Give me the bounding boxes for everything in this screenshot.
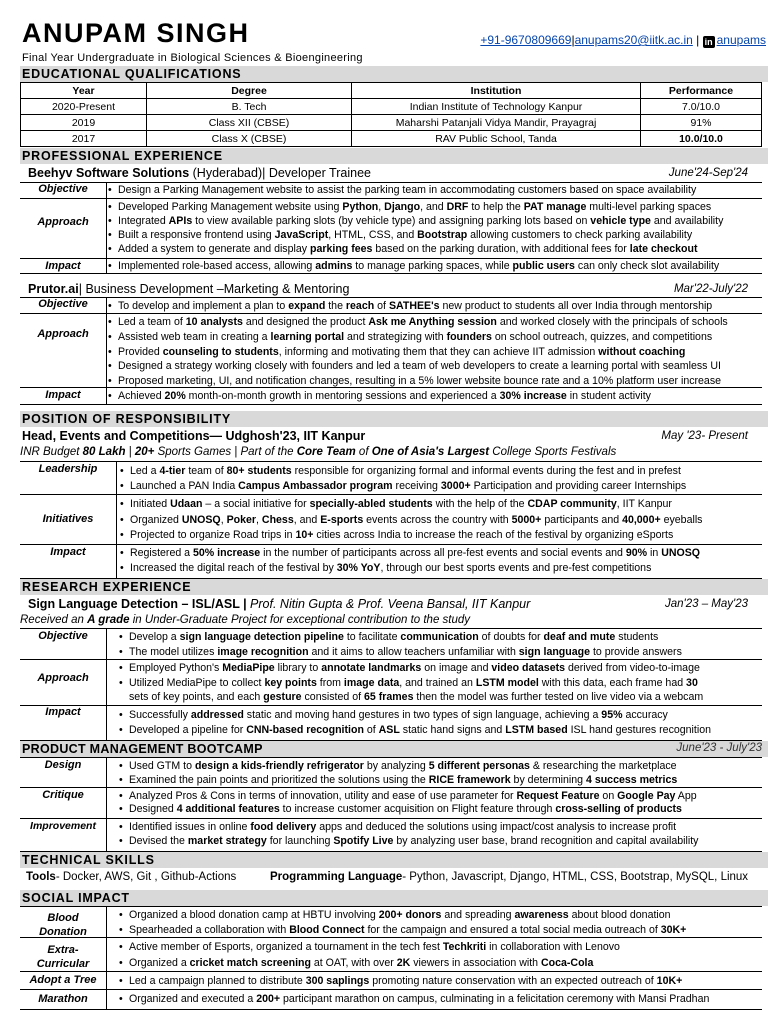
label-design: Design bbox=[44, 759, 82, 771]
label-impact: Impact bbox=[45, 706, 81, 718]
label-initiatives: Initiatives bbox=[42, 513, 94, 525]
section-professional: PROFESSIONAL EXPERIENCE bbox=[20, 148, 768, 164]
column-header: Institution bbox=[352, 83, 641, 99]
bullet: • Devised the market strategy for launching Spotify Live by analyzing user base, brand recognition and capital availability bbox=[129, 834, 698, 848]
bullet: • Used GTM to design a kids-friendly refrigerator by analyzing 5 different personas & researching the marketplace bbox=[129, 759, 677, 773]
label-objective: Objective bbox=[38, 183, 88, 195]
research-professors: Prof. Nitin Gupta & Prof. Veena Bansal, IIT Kanpur bbox=[250, 597, 531, 611]
table-row bbox=[21, 131, 762, 147]
bullet: • To develop and implement a plan to expand the reach of SATHEE's new product to students all over India through mentorship bbox=[118, 299, 712, 313]
tools-line bbox=[26, 871, 236, 883]
table-cell: 7.0/10.0 bbox=[641, 99, 762, 115]
column-header: Degree bbox=[147, 83, 352, 99]
prutor-role: | Business Development –Marketing & Mentoring bbox=[78, 282, 350, 296]
bullet: • Initiated Udaan – a social initiative for specially-abled students with the help of the CDAP community, IIT Kanpur bbox=[130, 497, 672, 511]
section-bootcamp: PRODUCT MANAGEMENT BOOTCAMP bbox=[20, 741, 768, 757]
table-cell: B. Tech bbox=[147, 99, 352, 115]
linkedin-link[interactable]: anupams bbox=[716, 33, 766, 47]
prutor-date: Mar'22-July'22 bbox=[673, 283, 748, 295]
languages-line bbox=[270, 871, 748, 883]
beehyv-date: June'24-Sep'24 bbox=[668, 167, 748, 179]
bullet: • Projected to organize Road trips in 10+ cities across India to increase the reach of the festival by organizing eSports bbox=[130, 528, 673, 542]
research-date: Jan'23 – May'23 bbox=[664, 598, 748, 610]
bullet: • Utilized MediaPipe to collect key points from image data, and trained an LSTM model with this data, each frame had 30 bbox=[129, 676, 698, 690]
udghosh-title: Head, Events and Competitions— Udghosh'23, IIT Kanpur bbox=[22, 429, 366, 443]
label-objective: Objective bbox=[38, 630, 88, 642]
section-skills: TECHNICAL SKILLS bbox=[20, 852, 768, 868]
resume-page bbox=[20, 0, 768, 1024]
research-block bbox=[20, 628, 762, 741]
bullet: • Analyzed Pros & Cons in terms of innovation, utility and ease of use parameter for Request Feature on Google Pay App bbox=[129, 789, 697, 803]
section-research: RESEARCH EXPERIENCE bbox=[20, 579, 768, 595]
table-cell: Class X (CBSE) bbox=[147, 131, 352, 147]
bullet: • The model utilizes image recognition and it aims to allow teachers unfamiliar with sign language to provide answers bbox=[129, 645, 682, 659]
udghosh-date: May '23- Present bbox=[661, 430, 748, 442]
bullet: • Led a team of 10 analysts and designed the product Ask me Anything session and worked closely with the principals of schools bbox=[118, 315, 728, 329]
label-impact: Impact bbox=[50, 546, 86, 558]
bullet: • Organized a cricket match screening at OAT, with over 2K viewers in association with Coca-Cola bbox=[129, 956, 593, 970]
bullet: • Develop a sign language detection pipeline to facilitate communication of doubts for deaf and mute students bbox=[129, 630, 658, 644]
contact-info: +91-9670809669|anupams20@iitk.ac.in | in anupams bbox=[480, 33, 766, 47]
beehyv-block bbox=[20, 182, 762, 274]
prutor-title bbox=[28, 282, 349, 296]
research-project: Sign Language Detection – ISL/ASL | bbox=[28, 597, 251, 611]
bullet: • Successfully addressed static and moving hand gestures in two types of sign language, achieving a 95% accuracy bbox=[129, 708, 668, 722]
label-approach: Approach bbox=[37, 328, 89, 340]
prutor-company: Prutor.ai bbox=[28, 282, 79, 296]
bullet: • Organized a blood donation camp at HBTU involving 200+ donors and spreading awareness about blood donation bbox=[129, 908, 671, 922]
label-impact: Impact bbox=[45, 389, 81, 401]
label-adopt-a-tree: Adopt a Tree bbox=[29, 974, 97, 986]
bullet: • Active member of Esports, organized a tournament in the tech fest Techkriti in collaboration with Lenovo bbox=[129, 940, 620, 954]
email-link[interactable]: anupams20@iitk.ac.in bbox=[574, 33, 693, 47]
beehyv-role: (Hyderabad)| Developer Trainee bbox=[189, 166, 371, 180]
table-cell: 2019 bbox=[21, 115, 147, 131]
table-cell: 2020-Present bbox=[21, 99, 147, 115]
table-cell: 91% bbox=[641, 115, 762, 131]
bullet: • Organized UNOSQ, Poker, Chess, and E-sports events across the country with 5000+ participants and 40,000+ eyeballs bbox=[130, 513, 702, 527]
bullet: • Developed a pipeline for CNN-based recognition of ASL static hand signs and LSTM based ISL hand gestures recognition bbox=[129, 723, 711, 737]
table-cell: Maharshi Patanjali Vidya Mandir, Prayagraj bbox=[352, 115, 641, 131]
bullet: • Examined the pain points and prioritized the solutions using the RICE framework by determining 4 success metrics bbox=[129, 773, 677, 787]
label-leadership: Leadership bbox=[38, 463, 98, 475]
table-cell: 10.0/10.0 bbox=[641, 131, 762, 147]
phone-link[interactable]: +91-9670809669 bbox=[480, 33, 572, 47]
bullet: • Developed Parking Management website using Python, Django, and DRF to help the PAT manage multi-level parking spaces bbox=[118, 200, 711, 214]
section-education: EDUCATIONAL QUALIFICATIONS bbox=[20, 66, 768, 82]
table-row bbox=[21, 115, 762, 131]
beehyv-company: Beehyv Software Solutions bbox=[28, 166, 190, 180]
bullet: • Implemented role-based access, allowing admins to manage parking spaces, while public users can only check slot availability bbox=[118, 259, 719, 273]
candidate-subtitle: Final Year Undergraduate in Biological Sciences & Bioengineering bbox=[22, 52, 363, 64]
bullet: • Identified issues in online food delivery apps and deduced the solutions using impact/cost analysis to increase profit bbox=[129, 820, 676, 834]
bullet: • Design a Parking Management website to assist the parking team in accommodating customers based on space availability bbox=[118, 183, 696, 197]
beehyv-title bbox=[28, 166, 371, 180]
section-responsibility: POSITION OF RESPONSIBILITY bbox=[20, 411, 768, 427]
bullet: • Registered a 50% increase in the number of participants across all pre-fest events and social events and 90% in UNOSQ bbox=[130, 546, 700, 560]
research-note: Received an A grade in Under-Graduate Project for exceptional contribution to the study bbox=[20, 614, 471, 626]
bullet: • Spearheaded a collaboration with Blood Connect for the campaign and ensured a total social media outreach of 30K+ bbox=[129, 923, 686, 937]
label-blood-donation: Blood Donation bbox=[39, 912, 87, 938]
label-impact: Impact bbox=[45, 260, 81, 272]
label-approach: Approach bbox=[37, 672, 89, 684]
candidate-name: ANUPAM SINGH bbox=[22, 18, 250, 48]
tools-list: - Docker, AWS, Git , Github-Actions bbox=[55, 871, 237, 883]
udghosh-block bbox=[20, 461, 762, 579]
prutor-block bbox=[20, 297, 762, 405]
label-objective: Objective bbox=[38, 298, 88, 310]
bullet: • Added a system to generate and display parking fees based on the parking duration, with additional fees for late checkout bbox=[118, 242, 698, 256]
bullet: • Designed a strategy working closely with founders and led a team of web developers to create a learning portal with seamless UI bbox=[118, 359, 721, 373]
bullet: • Assisted web team in creating a learning portal and strategizing with founders on school outreach, quizzes, and competitions bbox=[118, 330, 712, 344]
bullet: • Achieved 20% month-on-month growth in mentoring sessions and experienced a 30% increase in student activity bbox=[118, 389, 651, 403]
languages-list: - Python, Javascript, Django, HTML, CSS, Bootstrap, MySQL, Linux bbox=[402, 871, 749, 883]
research-title bbox=[28, 597, 530, 611]
bullet-continuation: sets of key points, and each gesture consisted of 65 frames then the model was further tested on live video via a webcam bbox=[129, 691, 704, 703]
bullet: • Increased the digital reach of the festival by 30% YoY, through our best sports events and pre-fest competitions bbox=[130, 561, 651, 575]
bullet: • Provided counseling to students, informing and motivating them that they can achieve IIT admission without coaching bbox=[118, 345, 685, 359]
column-header: Year bbox=[21, 83, 147, 99]
bullet: • Led a campaign planned to distribute 300 saplings promoting nature conservation with an expected outreach of 10K+ bbox=[129, 974, 682, 988]
table-cell: 2017 bbox=[21, 131, 147, 147]
section-social: SOCIAL IMPACT bbox=[20, 890, 768, 906]
bootcamp-date: June'23 - July'23 bbox=[676, 742, 762, 754]
tools-label: Tools bbox=[26, 871, 56, 883]
column-header: Performance bbox=[641, 83, 762, 99]
label-marathon: Marathon bbox=[38, 993, 88, 1005]
table-cell: Indian Institute of Technology Kanpur bbox=[352, 99, 641, 115]
label-improvement: Improvement bbox=[30, 820, 96, 832]
table-cell: Class XII (CBSE) bbox=[147, 115, 352, 131]
udghosh-note: INR Budget 80 Lakh | 20+ Sports Games | Part of the Core Team of One of Asia's Largest College Sports Festivals bbox=[20, 446, 617, 458]
bullet: • Proposed marketing, UI, and notification changes, resulting in a 5% lower website bounce rate and a 10% platform user increase bbox=[118, 374, 721, 388]
label-approach: Approach bbox=[37, 216, 89, 228]
languages-label: Programming Language bbox=[270, 871, 403, 883]
bullet: • Launched a PAN India Campus Ambassador program receiving 3000+ Participation and providing career Internships bbox=[130, 479, 686, 493]
table-row bbox=[21, 99, 762, 115]
table-header-row bbox=[21, 83, 762, 99]
label-extra-curricular: Extra- Curricular bbox=[36, 944, 90, 970]
bullet: • Organized and executed a 200+ participant marathon on campus, culminating in a felicitation ceremony with Mansi Pradhan bbox=[129, 992, 709, 1006]
education-table bbox=[20, 82, 762, 147]
bullet: • Built a responsive frontend using JavaScript, HTML, CSS, and Bootstrap allowing customers to check parking availability bbox=[118, 228, 692, 242]
bootcamp-block bbox=[20, 757, 762, 852]
bullet: • Integrated APIs to view available parking slots (by vehicle type) and assigning parking lots based on vehicle type and availability bbox=[118, 214, 723, 228]
label-critique: Critique bbox=[42, 789, 84, 801]
table-cell: RAV Public School, Tanda bbox=[352, 131, 641, 147]
linkedin-icon: in bbox=[704, 37, 713, 47]
bullet: • Designed 4 additional features to increase customer acquisition on Flight feature through cross-selling of products bbox=[129, 802, 682, 816]
bullet: • Led a 4-tier team of 80+ students responsible for organizing formal and informal events during the fest and in prefest bbox=[130, 464, 681, 478]
bullet: • Employed Python's MediaPipe library to annotate landmarks on image and video datasets derived from video-to-image bbox=[129, 661, 700, 675]
social-block bbox=[20, 906, 762, 1010]
